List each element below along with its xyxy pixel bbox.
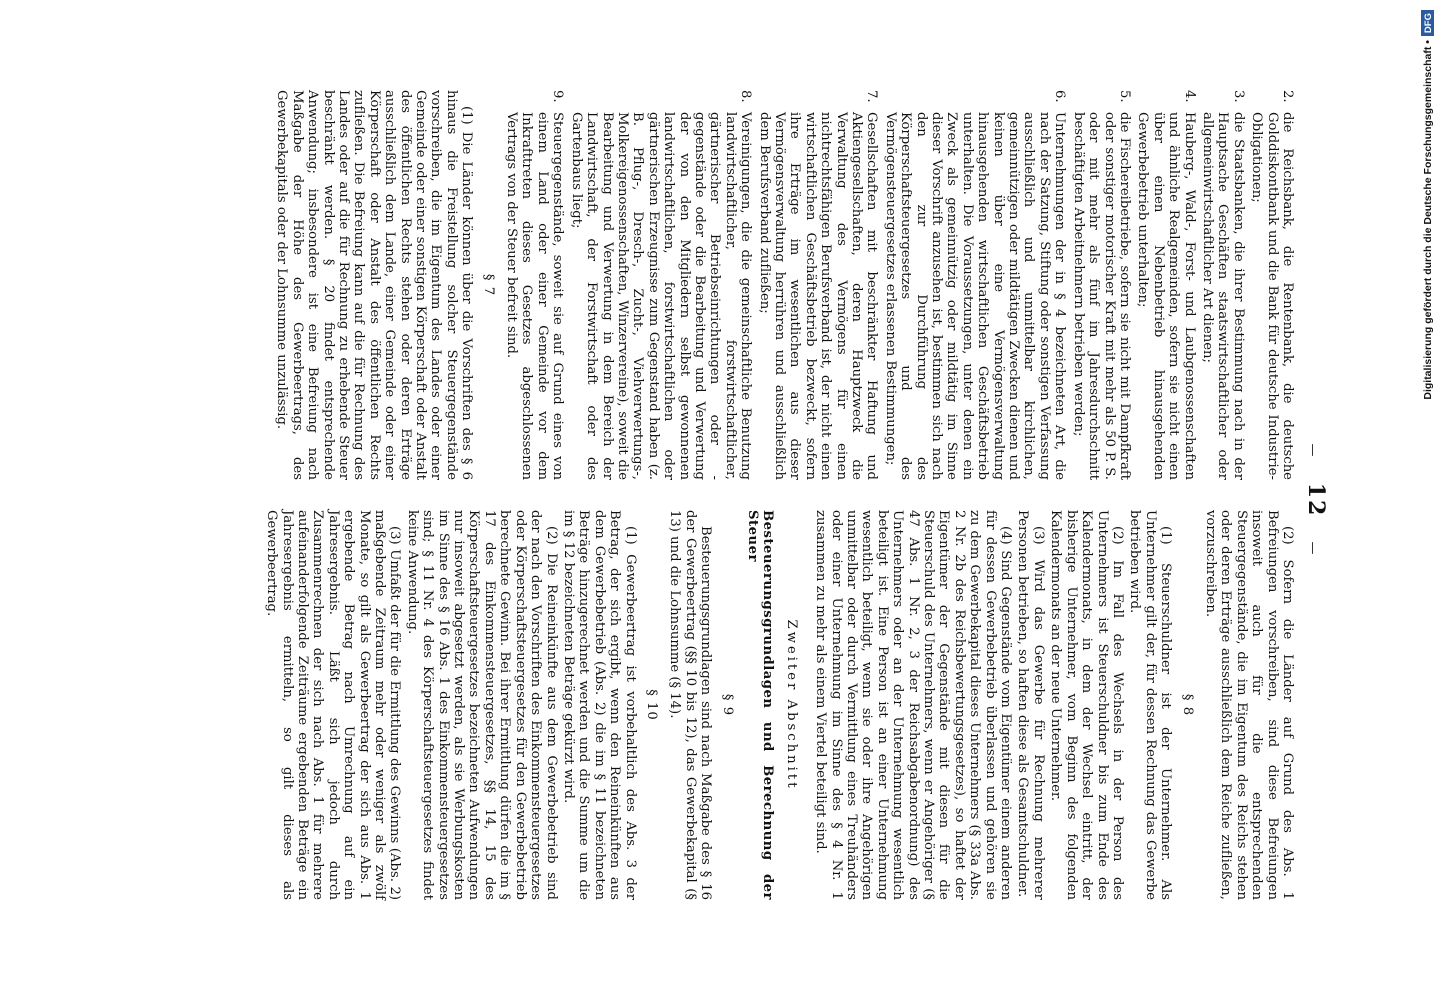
list-item-text: Steuergegenstände, soweit sie auf Grund eines von einem Land oder einer Gemeinde vor dem Inkrafttreten dieses Gesetzes abgeschlossenen Vertrags von der Steuer befreit sind.	[504, 112, 566, 480]
paragraph: (3) Wird das Gewerbe für Rechnung mehrerer Personen betrieben, so haften diese als Gesamtschuldner.	[1015, 510, 1046, 900]
list-item	[756, 90, 879, 480]
list-item-text: Vereinigungen, die die gemeinschaftliche Benutzung landwirtschaftlicher, forstwirtschaftlicher, gärtnerischer Betriebseinrichtungen oder -gegenstände oder die Bearbeitung und Verwertung der von den Mitgliedern selbst gewonnenen landwirtschaftlichen, forstwirtschaftlichen oder gärtnerischen Erzeugnisse zum Gegenstand haben (z. B. Pflug-, Dresch-, Zucht-, Viehverwertungs-, Molkereigenossenschaften, Winzervereine), soweit die Bearbeitung und Verwertung in dem Bereich der Landwirtschaft, der Forstwirtschaft oder des Gartenbaus liegt;	[568, 112, 754, 480]
section-title-10: § 10	[643, 689, 659, 721]
list-item-number: 8.	[738, 90, 754, 103]
list-item	[1070, 90, 1132, 480]
paragraph: Besteuerungsgrundlagen sind nach Maßgabe des § 16 der Gewerbeertrag (§§ 10 bis 12), das Gewerbekapital (§ 13) und die Lohnsumme (§ 14).	[667, 510, 714, 900]
paragraph: (3) Umfaßt der für die Ermittlung des Gewinns (Abs. 2) maßgebende Zeitraum mehr oder weniger als zwölf Monate, so gilt als Gewerbeertrag der sich aus Abs. 1 ergebende Betrag nach Umrechnung auf ein Jahresergebnis. Läßt sich jedoch durch Zusammenrechnen der sich nach Abs. 1 für mehrere aufeinanderfolgende Zeiträume ergebenden Beträge ein Jahresergebnis ermitteln, so gilt dieses als Gewerbeertrag.	[264, 510, 403, 900]
list-item-number: 3.	[1230, 90, 1246, 103]
list-item-number: 2.	[1280, 90, 1295, 103]
list-item	[1135, 90, 1197, 480]
left-column	[272, 90, 1295, 480]
section-title-9: § 9	[719, 693, 735, 717]
list-item	[1200, 90, 1246, 480]
list-item-number: 5.	[1116, 90, 1132, 103]
list-item	[504, 90, 566, 480]
digitization-credit	[1418, 8, 1434, 998]
list-item-text: Gesellschaften mit beschränkter Haftung und Aktiengesellschaften, deren Hauptzweck die Verwaltung des Vermögens für einen nichtrechtsfähigen Berufsverband ist, der nicht einen wirtschaftlichen Geschäftsbetrieb bezweckt, sofern ihre Erträge im wesentlichen aus dieser Vermögensverwaltung herrühren und ausschließlich dem Berufsverband zufließen;	[756, 112, 880, 480]
right-column	[262, 510, 1295, 900]
page-number: 12	[1303, 482, 1329, 518]
digitization-credit-text	[1420, 10, 1434, 994]
list-item-text: die Fischereibetriebe, sofern sie nicht mit Dampfkraft oder sonstiger motorischer Kraft mit mehr als 50 P. S. oder mit mehr als fünf im Jahresdurchschnitt beschäftigten Arbeitnehmern betrieben werden;	[1070, 112, 1132, 480]
dfg-badge: DFG	[1421, 10, 1434, 36]
list-item-number: 4.	[1181, 90, 1197, 103]
section-title-7: § 7	[480, 273, 496, 297]
list-item	[568, 90, 753, 480]
list-item-text: Hauberg-, Wald-, Forst- und Laubgenossenschaften und ähnliche Realgemeinden, sofern sie nicht einen über einen Nebenbetrieb hinausgehenden Gewerbebetrieb unterhalten;	[1135, 112, 1197, 480]
page-header	[1303, 90, 1329, 910]
list-item-text: die Reichsbank, die Rentenbank, die deutsche Golddiskontbank und die Bank für deutsche Industrie-Obligationen;	[1249, 112, 1295, 480]
paragraph: (2) Im Fall des Wechsels in der Person des Unternehmers ist Steuerschuldner bis zum Ende des Kalendermonats, in dem der Wechsel eintritt, der bisherige Unternehmer, vom Beginn des folgenden Kalendermonats an der neue Unternehmer.	[1048, 510, 1125, 900]
list-item-text: Unternehmungen der in § 4 bezeichneten Art, die nach der Satzung, Stiftung oder sonstigen Verfassung ausschließlich und unmittelbar kirchlichen, gemeinnützigen oder mildtätigen Zwecken dienen und keinen über eine Vermögensverwaltung hinausgehenden wirtschaftlichen Geschäftsbetrieb unterhalten. Die Voraussetzungen, unter denen ein Zweck als gemeinnützig oder mildtätig im Sinne dieser Vorschrift anzusehen ist, bestimmen sich nach den zur Durchführung des Körperschaftsteuergesetzes und des Vermögensteuergesetzes erlassenen Bestimmungen;	[882, 112, 1068, 480]
paragraph: (2) Sofern die Länder auf Grund des Abs. 1 Befreiungen vorschreiben, sind diese Befreiungen insoweit auch für die entsprechenden Steuergegenstände, die im Eigentum des Reichs stehen oder deren Erträge ausschließlich dem Reiche zufließen, vorzuschreiben.	[1202, 510, 1295, 900]
header-dash-right: —	[1305, 541, 1320, 557]
rotated-page-content	[117, 90, 1329, 910]
section-title-8: § 8	[1179, 693, 1195, 717]
paragraph: (4) Sind Gegenstände vom Eigentümer einem anderen für dessen Gewerbebetrieb überlassen und gehören sie zu dem Gewerbekapital dieses Unternehmers (§ 33a Abs. 2 Nr. 2b des Reichsbewertungsgesetzes), so haftet der Eigentümer der Gegenstände mit diesen für die Steuerschuld des Unternehmers, wenn er Angehöriger (§ 47 Abs. 1 Nr. 2, 3 der Reichsabgabenordnung) des Unternehmers oder an der Unternehmung wesentlich beteiligt ist. Eine Person ist an einer Unternehmung wesentlich beteiligt, wenn sie oder ihre Angehörigen unmittelbar oder durch Vermittlung eines Treuhänders oder einer Unternehmung im Sinne des § 4 Nr. 1 zusammen zu mehr als einem Viertel beteiligt sind.	[813, 510, 1014, 900]
part-heading: Besteuerungsgrundlagen und Berechnung der Steuer	[745, 510, 776, 900]
list-item-text: die Staatsbanken, die ihrer Bestimmung nach in der Hauptsache Geschäften staatswirtschaftlicher oder allgemeinwirtschaftlicher Art dienen;	[1199, 112, 1246, 480]
section-paragraph: (1) Die Länder können über die Vorschriften des § 6 hinaus die Freistellung solcher Steuergegenstände vorschreiben, die im Eigentum des Landes oder einer Gemeinde oder einer sonstigen Körperschaft oder Anstalt des öffentlichen Rechts stehen oder deren Erträge ausschließlich dem Lande, einer Gemeinde oder einer Körperschaft oder Anstalt des öffentlichen Rechts zufließen. Die Befreiung kann auf die für Rechnung des Landes oder auf die für Rechnung zu erhebende Steuer beschränkt werden. § 20 findet entsprechende Anwendung; insbesondere ist eine Befreiung nach Maßgabe der Höhe des Gewerbeertrags, des Gewerbekapitals oder der Lohnsumme unzulässig.	[274, 90, 475, 480]
list-item	[1249, 90, 1295, 480]
list-item-number: 9.	[550, 90, 566, 103]
paragraph: (2) Die Reineinkünfte aus dem Gewerbebetrieb sind der nach den Vorschriften des Einkommensteuergesetzes oder Körperschaftsteuergesetzes für den Gewerbebetrieb berechnete Gewinn. Bei ihrer Ermittlung dürfen die im § 17 des Einkommensteuergesetzes, §§ 14, 15 des Körperschaftsteuergesetzes bezeichneten Aufwendungen nur insoweit abgesetzt werden, als sie Werbungskosten im Sinne des § 16 Abs. 1 des Einkommensteuergesetzes sind; § 11 Nr. 4 des Körperschaftsteuergesetzes findet keine Anwendung.	[404, 510, 559, 900]
list-item	[882, 90, 1067, 480]
list-item-number: 7.	[864, 90, 880, 103]
list-item-number: 6.	[1052, 90, 1068, 103]
paragraph: (1) Steuerschuldner ist der Unternehmer. Als Unternehmer gilt der, für dessen Rechnung das Gewerbe betrieben wird.	[1127, 510, 1174, 900]
credit-line: Digitalisierung gefördert durch die Deutsche Forschungsgemeinschaft •	[1422, 40, 1434, 400]
paragraph: (1) Gewerbeertrag ist vorbehaltlich des Abs. 3 der Betrag, der sich ergibt, wenn den Reineinkünften aus dem Gewerbebetrieb (Abs. 2) die im § 11 bezeichneten Beträge hinzugerechnet werden und die Summe um die im § 12 bezeichneten Beträge gekürzt wird.	[560, 510, 638, 900]
header-dash-left: —	[1305, 443, 1320, 459]
part-title: Zweiter Abschnitt	[783, 619, 799, 791]
